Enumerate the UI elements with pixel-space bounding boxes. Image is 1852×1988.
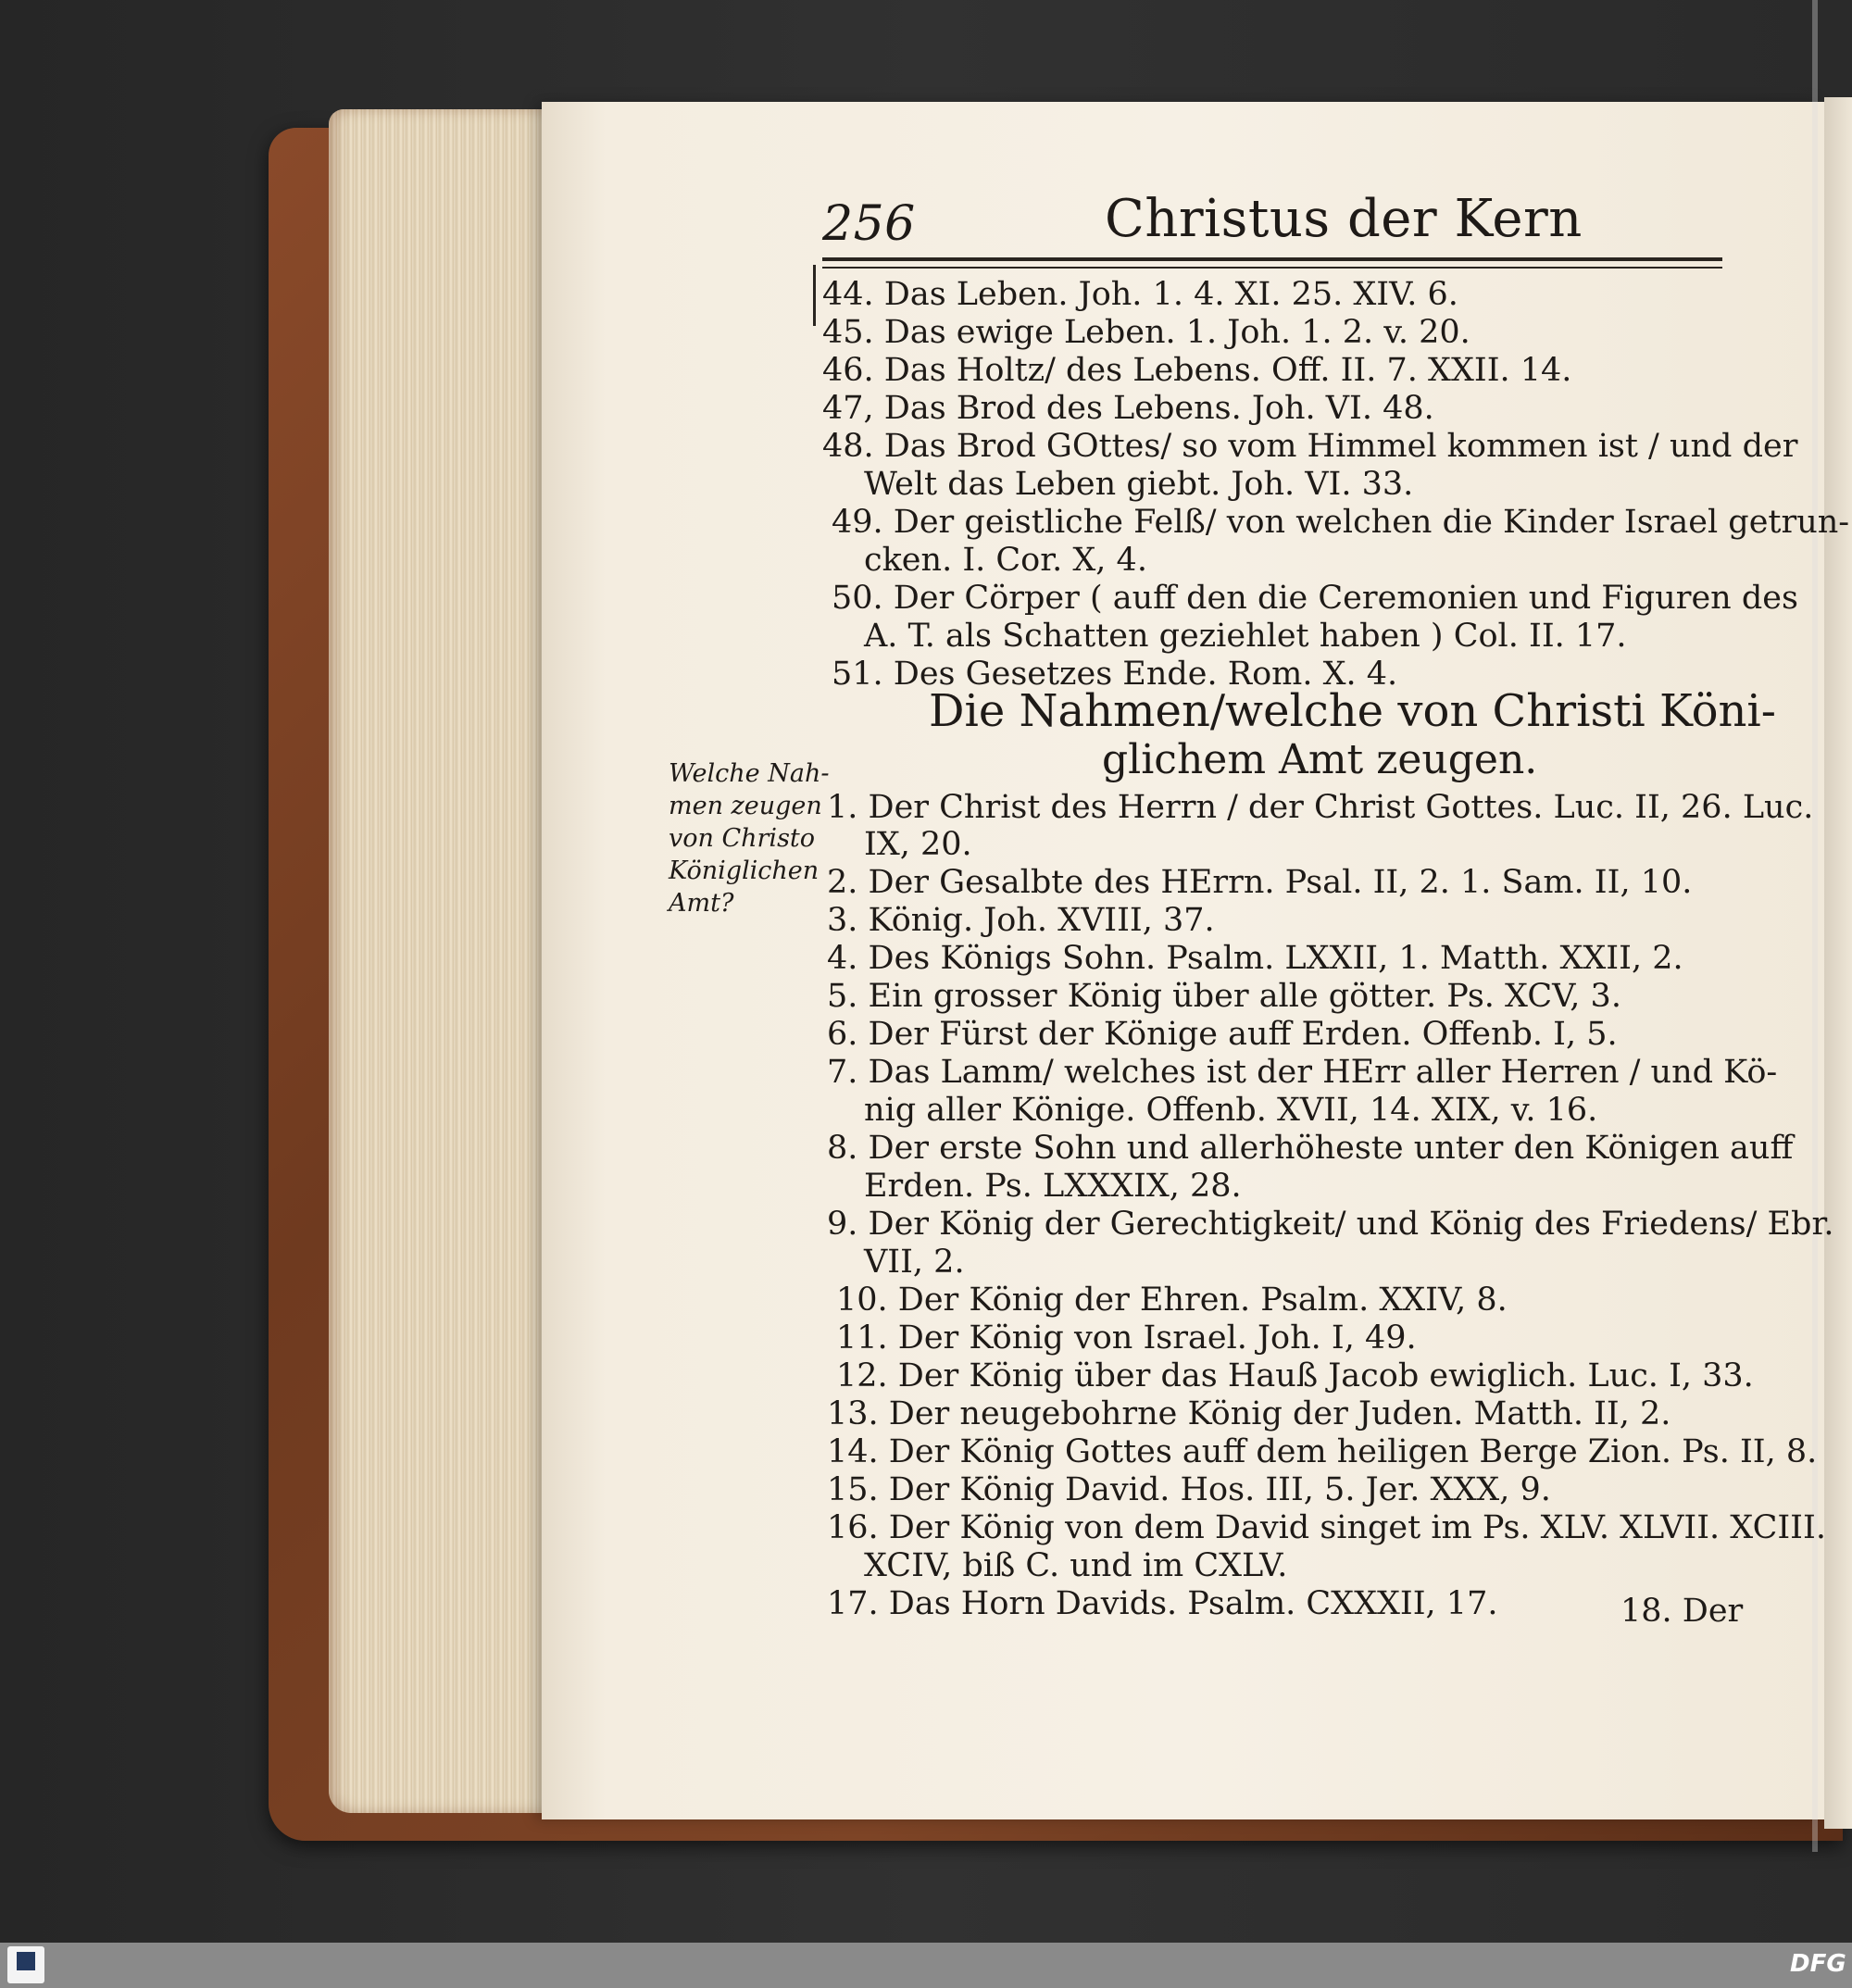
running-head-title: Christus der Kern (1105, 189, 1583, 249)
entry-line: 3. König. Joh. XVIII, 37. (827, 902, 1215, 939)
margin-bar (813, 265, 816, 326)
entry-line: 15. Der König David. Hos. III, 5. Jer. XXX, 9. (827, 1471, 1551, 1508)
entry-line: 7. Das Lamm/ welches ist der HErr aller Herren / und Kö- (827, 1054, 1778, 1091)
entry-line: cken. I. Cor. X, 4. (864, 542, 1147, 579)
entry-line: 47, Das Brod des Lebens. Joh. VI. 48. (822, 390, 1434, 427)
entry-line: 46. Das Holtz/ des Lebens. Off. II. 7. XXII. 14. (822, 352, 1572, 389)
header-rule (822, 257, 1722, 269)
library-seal-mark (17, 1952, 35, 1970)
page-number: 256 (822, 196, 916, 252)
entry-line: A. T. als Schatten geziehlet haben ) Col. II. 17. (864, 618, 1627, 655)
entry-line: 5. Ein grosser König über alle götter. Ps. XCV, 3. (827, 978, 1621, 1015)
entry-line: nig aller Könige. Offenb. XVII, 14. XIX, v. 16. (864, 1092, 1598, 1129)
margin-note-line: Königlichen (669, 856, 820, 885)
entry-line: VII, 2. (864, 1244, 965, 1281)
entry-line: 13. Der neugebohrne König der Juden. Matth. II, 2. (827, 1395, 1671, 1432)
entry-line: XCIV, biß C. und im CXLV. (864, 1547, 1288, 1584)
entry-line: 49. Der geistliche Felß/ von welchen die Kinder Israel getrun- (832, 504, 1850, 541)
facing-page-edge (1824, 97, 1852, 1829)
margin-note-line: Welche Nah- (669, 759, 830, 788)
entry-line: 50. Der Cörper ( auff den die Ceremonien und Figuren des (832, 580, 1798, 617)
entry-line: 10. Der König der Ehren. Psalm. XXIV, 8. (836, 1282, 1508, 1319)
scan-clip-bar (1812, 0, 1818, 1852)
section-heading-line2: glichem Amt zeugen. (1102, 736, 1538, 783)
entry-line: 8. Der erste Sohn und allerhöheste unter den Königen auff (827, 1130, 1794, 1167)
entry-line: 51. Des Gesetzes Ende. Rom. X. 4. (832, 656, 1398, 693)
entry-line: Erden. Ps. LXXXIX, 28. (864, 1168, 1242, 1205)
entry-line: 4. Des Königs Sohn. Psalm. LXXII, 1. Matth. XXII, 2. (827, 940, 1683, 977)
entry-line: 17. Das Horn Davids. Psalm. CXXXII, 17. (827, 1585, 1498, 1622)
catchword: 18. Der (1620, 1593, 1744, 1630)
entry-line: 48. Das Brod GOttes/ so vom Himmel kommen ist / und der (822, 428, 1798, 465)
entry-line: IX, 20. (864, 826, 972, 863)
entry-line: 16. Der König von dem David singet im Ps. XLV. XLVII. XCIII. (827, 1509, 1826, 1546)
entry-line: 44. Das Leben. Joh. 1. 4. XI. 25. XIV. 6. (822, 276, 1458, 313)
entry-line: Welt das Leben giebt. Joh. VI. 33. (864, 466, 1414, 503)
margin-note-line: von Christo (669, 824, 816, 853)
dfg-logo[interactable]: DFG (1790, 1950, 1846, 1978)
entry-line: 9. Der König der Gerechtigkeit/ und König des Friedens/ Ebr. (827, 1206, 1834, 1243)
entry-line: 11. Der König von Israel. Joh. I, 49. (836, 1319, 1417, 1357)
library-seal-icon[interactable] (7, 1946, 44, 1983)
page-block-edges (329, 109, 551, 1813)
entry-line: 14. Der König Gottes auff dem heiligen Berge Zion. Ps. II, 8. (827, 1433, 1818, 1470)
entry-line: 12. Der König über das Hauß Jacob ewiglich. Luc. I, 33. (836, 1357, 1754, 1394)
margin-note-line: Amt? (669, 889, 734, 918)
viewer-footer (0, 1943, 1852, 1988)
section-heading-line1: Die Nahmen/welche von Christi Köni- (929, 685, 1776, 737)
margin-note-line: men zeugen (669, 792, 822, 820)
entry-line: 6. Der Fürst der Könige auff Erden. Offenb. I, 5. (827, 1016, 1618, 1053)
entry-line: 45. Das ewige Leben. 1. Joh. 1. 2. v. 20. (822, 314, 1470, 351)
entry-line: 1. Der Christ des Herrn / der Christ Gottes. Luc. II, 26. Luc. (827, 789, 1814, 826)
entry-line: 2. Der Gesalbte des HErrn. Psal. II, 2. 1. Sam. II, 10. (827, 864, 1693, 901)
